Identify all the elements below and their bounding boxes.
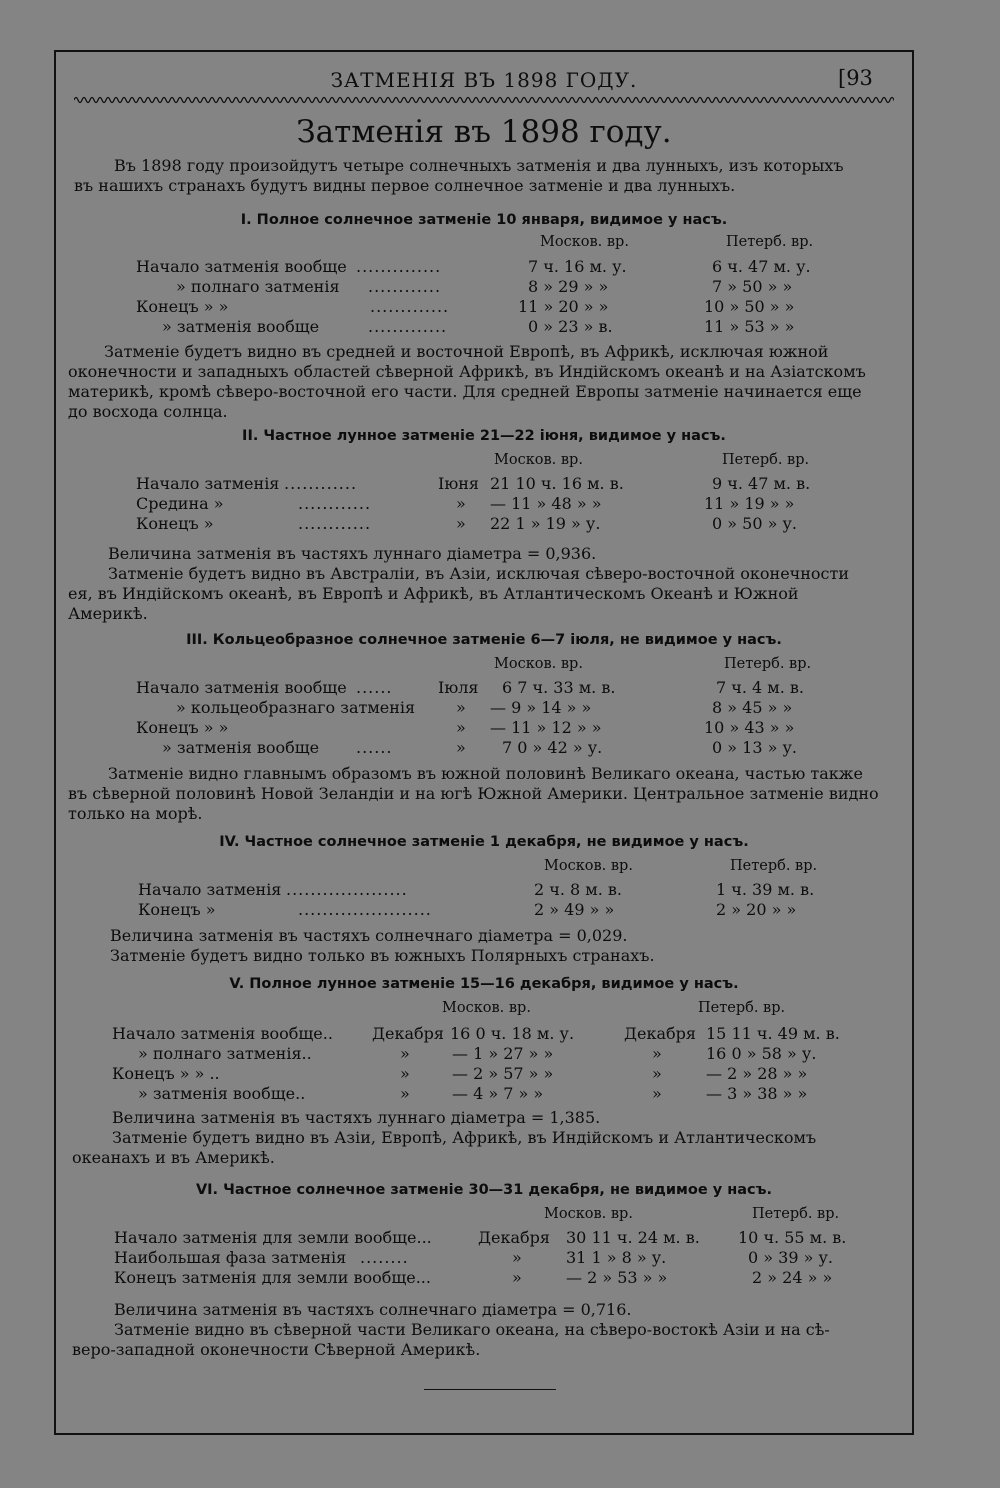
note-line: Затменіе видно въ сѣверной части Великаго океана, на сѣверо-востокѣ Азіи и на сѣ-	[114, 1320, 830, 1339]
petersburg-time: 2 » 20 » »	[716, 900, 797, 919]
petersburg-time: 11 » 19 » »	[704, 494, 795, 513]
row-label: Конецъ »	[138, 900, 216, 919]
column-header-petersburg: Петерб. вр.	[722, 452, 810, 468]
moscow-time: 21 10 ч. 16 м. в.	[490, 474, 624, 493]
note-line: только на морѣ.	[68, 804, 203, 823]
note-line: океанахъ и въ Америкѣ.	[72, 1148, 275, 1167]
row-dots: ........	[360, 1248, 409, 1267]
month: »	[456, 514, 466, 533]
column-header-petersburg: Петерб. вр.	[726, 234, 814, 250]
moscow-time: 2 » 49 » »	[534, 900, 615, 919]
note-line: Затменіе будетъ видно въ Азіи, Европѣ, Африкѣ, въ Индійскомъ и Атлантическомъ	[112, 1128, 817, 1147]
row-label: Конецъ » » ..	[112, 1064, 220, 1083]
note-line: веро-западной оконечности Сѣверной Америкѣ.	[72, 1340, 481, 1359]
moscow-time: 30 11 ч. 24 м. в.	[566, 1228, 700, 1247]
moscow-time: 31 1 » 8 » у.	[566, 1248, 667, 1267]
row-dots: ............	[298, 514, 372, 533]
petersburg-time: 8 » 45 » »	[712, 698, 793, 717]
note-line: Затменіе видно главнымъ образомъ въ южной половинѣ Великаго океана, частью также	[108, 764, 863, 783]
wavy-divider	[74, 94, 894, 106]
moscow-time: 16 0 ч. 18 м. у.	[450, 1024, 575, 1043]
note-line: Затменіе будетъ видно въ Австраліи, въ Азіи, исключая сѣверо-восточной оконечности	[108, 564, 850, 583]
month: »	[512, 1268, 522, 1287]
month: Декабря	[372, 1024, 444, 1043]
intro-line: въ нашихъ странахъ будутъ видны первое солнечное затменіе и два лунныхъ.	[74, 176, 736, 195]
intro-line: Въ 1898 году произойдутъ четыре солнечныхъ затменія и два лунныхъ, изъ которыхъ	[114, 156, 844, 175]
column-header-petersburg: Петерб. вр.	[724, 656, 812, 672]
row-label: » затменія вообще	[162, 317, 320, 336]
column-header-moscow: Москов. вр.	[442, 1000, 531, 1016]
petersburg-time: 6 ч. 47 м. у.	[712, 257, 811, 276]
petersburg-time: 10 » 43 » »	[704, 718, 795, 737]
moscow-time: 6 7 ч. 33 м. в.	[502, 678, 616, 697]
column-header-petersburg: Петерб. вр.	[730, 858, 818, 874]
note-line: Величина затменія въ частяхъ луннаго діаметра = 0,936.	[108, 544, 597, 563]
petersburg-time: 10 » 50 » »	[704, 297, 795, 316]
petersburg-time: 7 ч. 4 м. в.	[716, 678, 804, 697]
row-label: » полнаго затменія..	[138, 1044, 312, 1063]
moscow-time: 7 0 » 42 » у.	[502, 738, 603, 757]
row-dots: ......	[356, 678, 393, 697]
column-header-moscow: Москов. вр.	[544, 858, 633, 874]
page-number: [93	[838, 66, 873, 90]
row-dots: .............	[370, 297, 450, 316]
month-petersburg: »	[652, 1064, 662, 1083]
month: »	[456, 738, 466, 757]
note-line: Величина затменія въ частяхъ солнечнаго діаметра = 0,029.	[110, 926, 628, 945]
month: »	[400, 1084, 410, 1103]
moscow-time: 0 » 23 » в.	[528, 317, 613, 336]
column-header-moscow: Москов. вр.	[494, 656, 583, 672]
section-heading: VI. Частное солнечное затменіе 30—31 декабря, не видимое у насъ.	[195, 1182, 773, 1198]
row-dots: .............	[368, 317, 448, 336]
row-label: Наибольшая фаза затменія	[114, 1248, 347, 1267]
row-dots: ............	[368, 277, 442, 296]
moscow-time: 22 1 » 19 » у.	[490, 514, 601, 533]
row-label: Начало затменія для земли вообще...	[114, 1228, 432, 1247]
note-line: Америкѣ.	[68, 604, 148, 623]
month: Іюня	[438, 474, 480, 493]
row-label: » кольцеобразнаго затменія	[176, 698, 416, 717]
petersburg-time: 1 ч. 39 м. в.	[716, 880, 815, 899]
note-line: въ сѣверной половинѣ Новой Зеландіи и на югѣ Южной Америки. Центральное затменіе видно	[68, 784, 879, 803]
row-label: » затменія вообще	[162, 738, 320, 757]
petersburg-time: — 2 » 28 » »	[706, 1064, 808, 1083]
petersburg-time: — 3 » 38 » »	[706, 1084, 808, 1103]
row-label: Начало затменія вообще..	[112, 1024, 333, 1043]
month: »	[456, 718, 466, 737]
note-line: Затменіе будетъ видно въ средней и восточной Европѣ, въ Африкѣ, исключая южной	[104, 342, 829, 361]
moscow-time: — 2 » 57 » »	[452, 1064, 554, 1083]
petersburg-time: 15 11 ч. 49 м. в.	[706, 1024, 840, 1043]
row-label: Начало затменія вообще	[136, 678, 347, 697]
month-petersburg: Декабря	[624, 1024, 696, 1043]
row-label: Средина »	[136, 494, 224, 513]
row-label: » затменія вообще..	[138, 1084, 306, 1103]
column-header-petersburg: Петерб. вр.	[752, 1206, 840, 1222]
end-rule	[424, 1389, 556, 1390]
petersburg-time: 7 » 50 » »	[712, 277, 793, 296]
row-dots: ..............	[356, 257, 442, 276]
month-petersburg: »	[652, 1084, 662, 1103]
row-label: Начало затменія	[136, 474, 280, 493]
moscow-time: — 2 » 53 » »	[566, 1268, 668, 1287]
row-label: Конецъ » »	[136, 297, 229, 316]
running-title: ЗАТМЕНІЯ ВЪ 1898 ГОДУ.	[330, 68, 638, 92]
page-title: Затменія въ 1898 году.	[296, 114, 672, 150]
note-line: Затменіе будетъ видно только въ южныхъ Полярныхъ странахъ.	[110, 946, 655, 965]
petersburg-time: 0 » 13 » у.	[712, 738, 797, 757]
section-heading: V. Полное лунное затменіе 15—16 декабря, видимое у насъ.	[229, 976, 739, 992]
row-dots: ............	[298, 494, 372, 513]
moscow-time: — 11 » 12 » »	[490, 718, 602, 737]
month: Декабря	[478, 1228, 550, 1247]
column-header-petersburg: Петерб. вр.	[698, 1000, 786, 1016]
row-dots: ......................	[298, 900, 432, 919]
petersburg-time: 10 ч. 55 м. в.	[738, 1228, 847, 1247]
note-line: Величина затменія въ частяхъ солнечнаго діаметра = 0,716.	[114, 1300, 632, 1319]
row-label: Конецъ » »	[136, 718, 229, 737]
moscow-time: — 11 » 48 » »	[490, 494, 602, 513]
column-header-moscow: Москов. вр.	[540, 234, 629, 250]
section-heading: III. Кольцеобразное солнечное затменіе 6—7 іюля, не видимое у насъ.	[186, 632, 782, 648]
row-label: Начало затменія вообще	[136, 257, 347, 276]
row-label: Начало затменія	[138, 880, 282, 899]
row-label: » полнаго затменія	[176, 277, 340, 296]
row-label: Конецъ »	[136, 514, 214, 533]
note-line: материкѣ, кромѣ сѣверо-восточной его части. Для средней Европы затменіе начинается еще	[68, 382, 862, 401]
petersburg-time: 2 » 24 » »	[752, 1268, 833, 1287]
petersburg-time: 16 0 » 58 » у.	[706, 1044, 817, 1063]
column-header-moscow: Москов. вр.	[494, 452, 583, 468]
moscow-time: 7 ч. 16 м. у.	[528, 257, 627, 276]
month: »	[456, 494, 466, 513]
moscow-time: 2 ч. 8 м. в.	[534, 880, 622, 899]
section-heading: II. Частное лунное затменіе 21—22 іюня, видимое у насъ.	[242, 428, 726, 444]
note-line: Величина затменія въ частяхъ луннаго діаметра = 1,385.	[112, 1108, 601, 1127]
petersburg-time: 11 » 53 » »	[704, 317, 795, 336]
month: »	[400, 1064, 410, 1083]
petersburg-time: 9 ч. 47 м. в.	[712, 474, 811, 493]
row-label: Конецъ затменія для земли вообще...	[114, 1268, 431, 1287]
petersburg-time: 0 » 39 » у.	[748, 1248, 833, 1267]
note-line: оконечности и западныхъ областей сѣверной Африкѣ, въ Индійскомъ океанѣ и на Азіатскомъ	[68, 362, 866, 381]
row-dots: ....................	[286, 880, 408, 899]
month-petersburg: »	[652, 1044, 662, 1063]
month: »	[400, 1044, 410, 1063]
moscow-time: — 9 » 14 » »	[490, 698, 592, 717]
petersburg-time: 0 » 50 » у.	[712, 514, 797, 533]
moscow-time: — 1 » 27 » »	[452, 1044, 554, 1063]
moscow-time: 11 » 20 » »	[518, 297, 609, 316]
month: »	[512, 1248, 522, 1267]
month: »	[456, 698, 466, 717]
note-line: ея, въ Индійскомъ океанѣ, въ Европѣ и Африкѣ, въ Атлантическомъ Океанѣ и Южной	[68, 584, 799, 603]
section-heading: IV. Частное солнечное затменіе 1 декабря, не видимое у насъ.	[219, 834, 749, 850]
row-dots: ......	[356, 738, 393, 757]
moscow-time: 8 » 29 » »	[528, 277, 609, 296]
row-dots: ............	[284, 474, 358, 493]
month: Іюля	[438, 678, 479, 697]
moscow-time: — 4 » 7 » »	[452, 1084, 544, 1103]
note-line: до восхода солнца.	[68, 402, 228, 421]
section-heading: I. Полное солнечное затменіе 10 января, видимое у насъ.	[240, 212, 728, 228]
column-header-moscow: Москов. вр.	[544, 1206, 633, 1222]
